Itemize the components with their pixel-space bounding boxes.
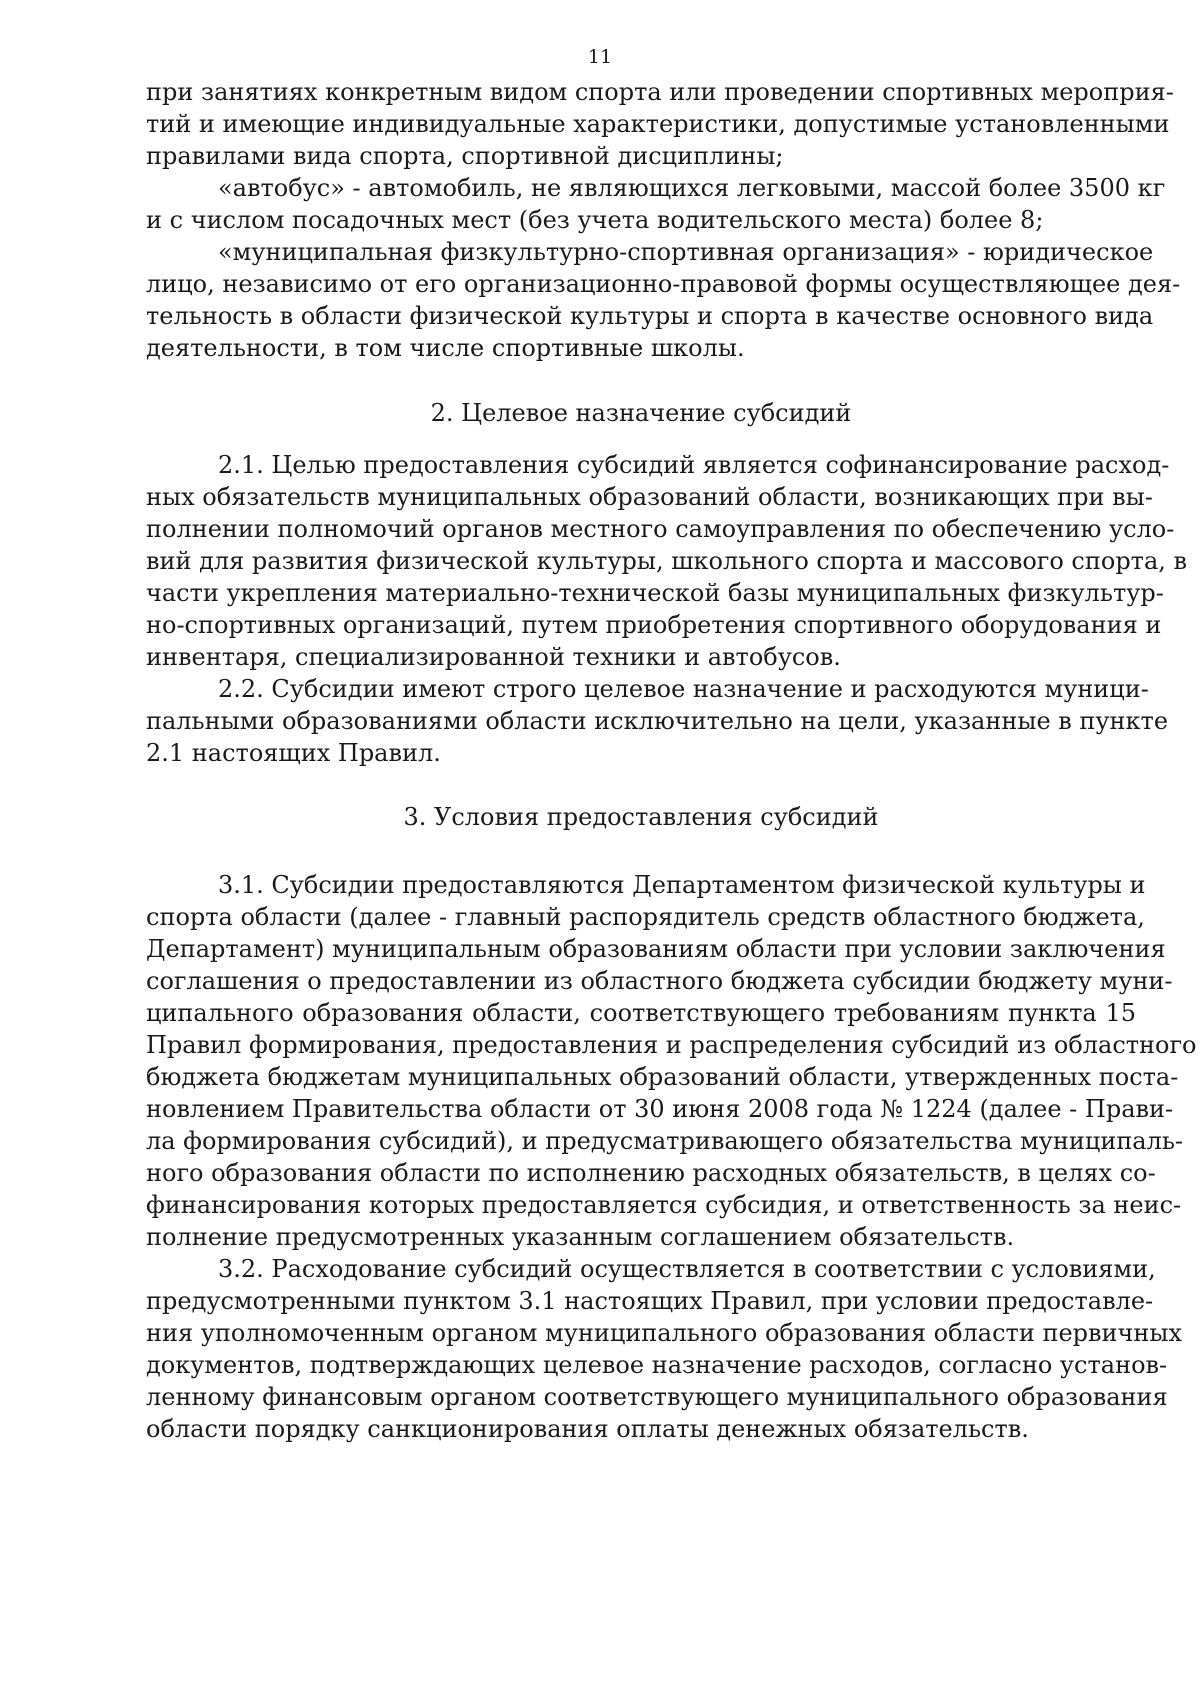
text-line: при занятиях конкретным видом спорта или проведении спортивных мероприя- [146, 78, 1174, 106]
paragraph-3-2-line: области порядку санкционирования оплаты денежных обязательств. [146, 1415, 1029, 1443]
paragraph-2-1-line: вий для развития физической культуры, школьного спорта и массового спорта, в [146, 547, 1188, 575]
section-3-title: 3. Условия предоставления субсидий [403, 803, 879, 831]
definition-bus-line: и с числом посадочных мест (без учета водительского места) более 8; [146, 206, 1044, 234]
paragraph-2-1-line: но-спортивных организаций, путем приобретения спортивного оборудования и [146, 611, 1162, 639]
paragraph-3-2-line: ния уполномоченным органом муниципального образования области первичных [146, 1319, 1183, 1347]
paragraph-2-1-line: 2.1. Целью предоставления субсидий является софинансирование расход- [218, 451, 1170, 479]
paragraph-3-1-line: соглашения о предоставлении из областного бюджета субсидии бюджету муни- [146, 967, 1173, 995]
paragraph-3-2-line: 3.2. Расходование субсидий осуществляется в соответствии с условиями, [218, 1255, 1156, 1283]
paragraph-3-1-line: ципального образования области, соответствующего требованиям пункта 15 [146, 999, 1136, 1027]
definition-bus-line: «автобус» - автомобиль, не являющихся легковыми, массой более 3500 кг [218, 174, 1166, 202]
paragraph-2-1-line: ных обязательств муниципальных образований области, возникающих при вы- [146, 483, 1153, 511]
definition-org-line: «муниципальная физкультурно-спортивная организация» - юридическое [218, 238, 1154, 266]
paragraph-2-2-line: 2.2. Субсидии имеют строго целевое назначение и расходуются муници- [218, 675, 1149, 703]
paragraph-3-1-line: бюджета бюджетам муниципальных образований области, утвержденных поста- [146, 1063, 1179, 1091]
paragraph-3-1-line: ла формирования субсидий), и предусматривающего обязательства муниципаль- [146, 1127, 1184, 1155]
paragraph-3-1-line: финансирования которых предоставляется субсидия, и ответственность за неис- [146, 1191, 1182, 1219]
paragraph-2-2-line: 2.1 настоящих Правил. [146, 739, 441, 767]
text-line: правилами вида спорта, спортивной дисциплины; [146, 142, 784, 170]
paragraph-3-2-line: предусмотренными пунктом 3.1 настоящих Правил, при условии предоставле- [146, 1287, 1154, 1315]
paragraph-3-1-line: новлением Правительства области от 30 июня 2008 года № 1224 (далее - Прави- [146, 1095, 1174, 1123]
page-number: 11 [587, 46, 613, 68]
paragraph-3-1-line: Правил формирования, предоставления и распределения субсидий из областного [146, 1031, 1197, 1059]
paragraph-2-1-line: инвентаря, специализированной техники и автобусов. [146, 643, 841, 671]
paragraph-3-2-line: ленному финансовым органом соответствующего муниципального образования [146, 1383, 1168, 1411]
definition-org-line: тельность в области физической культуры и спорта в качестве основного вида [146, 302, 1154, 330]
paragraph-3-1-line: 3.1. Субсидии предоставляются Департаментом физической культуры и [218, 871, 1146, 899]
section-2-title: 2. Целевое назначение субсидий [430, 399, 852, 427]
paragraph-2-2-line: пальными образованиями области исключительно на цели, указанные в пункте [146, 707, 1169, 735]
paragraph-3-1-line: полнение предусмотренных указанным соглашением обязательств. [146, 1223, 1015, 1251]
paragraph-2-1-line: полнении полномочий органов местного самоуправления по обеспечению усло- [146, 515, 1175, 543]
paragraph-3-2-line: документов, подтверждающих целевое назначение расходов, согласно установ- [146, 1351, 1168, 1379]
paragraph-2-1-line: части укрепления материально-технической базы муниципальных физкультур- [146, 579, 1164, 607]
paragraph-3-1-line: Департамент) муниципальным образованиям области при условии заключения [146, 935, 1166, 963]
paragraph-3-1-line: ного образования области по исполнению расходных обязательств, в целях со- [146, 1159, 1156, 1187]
text-line: тий и имеющие индивидуальные характеристики, допустимые установленными [146, 110, 1170, 138]
paragraph-3-1-line: спорта области (далее - главный распорядитель средств областного бюджета, [146, 903, 1145, 931]
definition-org-line: деятельности, в том числе спортивные школы. [146, 334, 745, 362]
definition-org-line: лицо, независимо от его организационно-правовой формы осуществляющее дея- [146, 270, 1181, 298]
